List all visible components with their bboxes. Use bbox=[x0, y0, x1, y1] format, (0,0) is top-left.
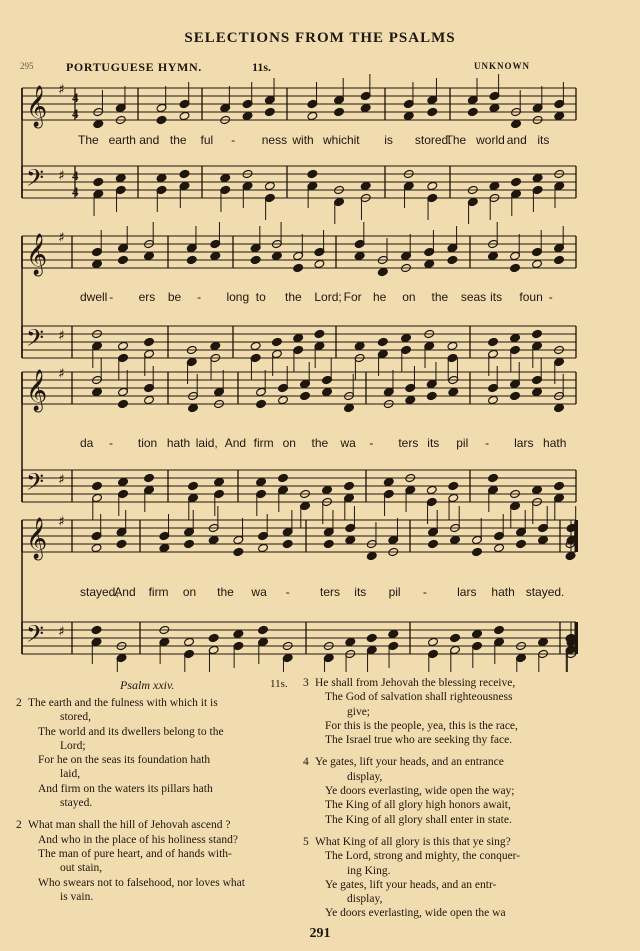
verse-text: is vain. bbox=[60, 890, 94, 903]
note-head bbox=[516, 539, 527, 548]
lyric-syllable: the bbox=[431, 290, 449, 304]
lyric-syllable: earth bbox=[108, 133, 136, 147]
note-head bbox=[208, 535, 219, 544]
lyric-syllable: pil bbox=[388, 585, 401, 599]
verse-gap bbox=[16, 904, 301, 912]
note-head bbox=[472, 629, 483, 638]
note-head bbox=[366, 633, 377, 642]
bass-clef: 𝄢 bbox=[26, 468, 45, 501]
verse-line bbox=[16, 890, 301, 904]
verse-line bbox=[16, 818, 301, 832]
key-signature: ♯ bbox=[58, 230, 65, 246]
lyric-syllable: on bbox=[182, 585, 197, 599]
lyric-syllable: be bbox=[167, 290, 182, 304]
lyric-syllable: the bbox=[285, 290, 302, 304]
verse-line bbox=[16, 861, 301, 875]
lyric-syllable: wa bbox=[251, 585, 267, 599]
note-head bbox=[264, 107, 275, 116]
verse-line bbox=[303, 770, 628, 784]
note-head bbox=[450, 535, 461, 544]
lyric-syllable: hath bbox=[543, 436, 567, 450]
verse-line bbox=[16, 847, 301, 861]
note-head bbox=[510, 263, 521, 272]
note-head bbox=[366, 551, 377, 560]
lyric-syllable: firm bbox=[253, 436, 274, 450]
note-head bbox=[293, 263, 304, 272]
verse-text: The Lord, strong and mighty, the conquer- bbox=[325, 850, 521, 863]
psalm-meter: 11s. bbox=[270, 678, 288, 690]
note-head bbox=[144, 251, 155, 260]
verse-text: display, bbox=[347, 770, 383, 783]
time-signature: 4 bbox=[72, 184, 79, 199]
verse-text: Ye gates, lift your heads, and an entrance bbox=[315, 756, 504, 769]
note-head bbox=[428, 539, 439, 548]
note-head bbox=[91, 543, 102, 552]
lyric-syllable: - bbox=[548, 290, 553, 304]
lyric-syllable: its bbox=[427, 436, 440, 450]
note-head bbox=[447, 255, 458, 264]
note-head bbox=[447, 341, 458, 350]
verse-line bbox=[303, 849, 628, 863]
lyric-syllable: - bbox=[422, 585, 427, 599]
note-head bbox=[144, 395, 155, 404]
note-head bbox=[256, 477, 267, 486]
verse-text: The man of pure heart, and of hands with- bbox=[38, 847, 232, 860]
note-head bbox=[377, 267, 388, 276]
note-head bbox=[92, 259, 103, 268]
note-head bbox=[156, 115, 167, 124]
verse-line bbox=[303, 906, 628, 920]
lyric-syllable: and bbox=[139, 133, 160, 147]
note-head bbox=[314, 259, 325, 268]
note-head bbox=[188, 481, 199, 490]
verse-text: For this is the people, yea, this is the race, bbox=[325, 719, 518, 732]
note-head bbox=[118, 341, 129, 350]
verse-line bbox=[303, 719, 628, 733]
verse-line bbox=[303, 676, 628, 690]
treble-clef: 𝄞 bbox=[26, 234, 48, 275]
lyric-syllable: on bbox=[282, 436, 296, 450]
verse-text: And firm on the waters its pillars hath bbox=[38, 782, 213, 795]
note-head bbox=[93, 119, 104, 128]
lyric-syllable: on bbox=[402, 290, 416, 304]
note-head bbox=[424, 259, 435, 268]
lyric-syllable: The bbox=[78, 133, 99, 147]
lyric-syllable: firm bbox=[148, 585, 169, 599]
bass-clef: 𝄢 bbox=[26, 164, 45, 197]
note-head bbox=[118, 399, 129, 408]
verse-line bbox=[303, 705, 628, 719]
note-head bbox=[208, 633, 219, 642]
lyric-syllable: pil bbox=[456, 436, 469, 450]
lyric-syllable: And bbox=[224, 436, 247, 450]
note-head bbox=[258, 543, 269, 552]
verse-line bbox=[16, 739, 301, 753]
note-head bbox=[448, 387, 459, 396]
lyric-syllable: its bbox=[490, 290, 503, 304]
key-signature: ♯ bbox=[58, 514, 65, 530]
verse-number: 4 bbox=[303, 756, 309, 769]
time-signature: 4 bbox=[72, 90, 79, 105]
note-head bbox=[91, 625, 102, 634]
lyric-syllable: da bbox=[80, 436, 94, 450]
note-head bbox=[92, 387, 103, 396]
verse-text: display, bbox=[347, 893, 383, 906]
lyric-syllable: For bbox=[343, 290, 362, 304]
note-head bbox=[250, 255, 261, 264]
lyric-syllable: tion bbox=[137, 436, 158, 450]
note-head bbox=[401, 333, 412, 342]
lyric-syllable: laid, bbox=[195, 436, 218, 450]
verse-line bbox=[16, 876, 301, 890]
lyric-syllable: ters bbox=[398, 436, 419, 450]
note-head bbox=[300, 391, 311, 400]
lyric-syllable: the bbox=[217, 585, 234, 599]
note-head bbox=[293, 333, 304, 342]
verse-number: 5 bbox=[303, 835, 309, 848]
note-head bbox=[220, 173, 231, 182]
lyric-syllable: - bbox=[197, 290, 202, 304]
verse-line bbox=[303, 733, 628, 747]
note-head bbox=[322, 485, 333, 494]
lyric-syllable: stayed. bbox=[525, 585, 565, 599]
verse-number: 2 bbox=[16, 819, 22, 832]
note-head bbox=[322, 387, 333, 396]
lyric-syllable: lars bbox=[514, 436, 534, 450]
note-head bbox=[472, 547, 483, 556]
note-head bbox=[354, 341, 365, 350]
verse-text: The earth and the fulness with which it is bbox=[28, 697, 218, 709]
verse-line bbox=[16, 753, 301, 767]
verse-line bbox=[16, 710, 301, 724]
hymn-title: PORTUGUESE HYMN. bbox=[66, 60, 202, 74]
lyric-syllable: wa bbox=[340, 436, 356, 450]
note-head bbox=[144, 337, 155, 346]
note-head bbox=[307, 111, 318, 120]
lyric-syllable: dwell bbox=[80, 290, 108, 304]
lyric-syllable: to bbox=[255, 290, 266, 304]
lyric-syllable: - bbox=[485, 436, 490, 450]
note-head bbox=[426, 485, 437, 494]
lyric-syllable: - bbox=[109, 290, 114, 304]
note-head bbox=[118, 477, 129, 486]
note-head bbox=[510, 333, 521, 342]
note-head bbox=[354, 251, 365, 260]
note-head bbox=[532, 329, 543, 338]
note-head bbox=[538, 637, 549, 646]
verse-text: Who swears not to falsehood, nor loves what bbox=[38, 876, 245, 889]
note-head bbox=[250, 341, 261, 350]
note-head bbox=[188, 403, 199, 412]
verse-line bbox=[303, 813, 628, 827]
key-signature: ♯ bbox=[58, 82, 65, 98]
lyric-syllable: - bbox=[285, 585, 290, 599]
bass-clef: 𝄢 bbox=[26, 620, 45, 653]
verse-line bbox=[303, 784, 628, 798]
verse-line bbox=[303, 878, 628, 892]
note-head bbox=[489, 103, 500, 112]
note-head bbox=[532, 259, 543, 268]
lyric-syllable: which bbox=[323, 133, 354, 147]
verse-line bbox=[16, 833, 301, 847]
note-head bbox=[565, 551, 576, 560]
note-head bbox=[489, 181, 500, 190]
verse-text: stayed. bbox=[60, 797, 93, 810]
note-head bbox=[184, 637, 195, 646]
note-head bbox=[532, 485, 543, 494]
note-head bbox=[554, 111, 565, 120]
verse-gap bbox=[303, 827, 628, 835]
note-head bbox=[159, 543, 170, 552]
lyric-syllable: Lord; bbox=[314, 290, 342, 304]
note-head bbox=[278, 473, 289, 482]
note-head bbox=[92, 481, 103, 490]
page-number: 291 bbox=[309, 926, 331, 941]
note-head bbox=[307, 169, 318, 178]
verse-text: And who in the place of his holiness stand? bbox=[38, 833, 238, 846]
verse-text: stored, bbox=[60, 711, 91, 724]
lyric-syllable: foun bbox=[519, 290, 543, 304]
verse-line bbox=[16, 725, 301, 739]
lyric-syllable: hath bbox=[491, 585, 515, 599]
verse-line bbox=[16, 696, 301, 710]
note-head bbox=[488, 395, 499, 404]
note-head bbox=[383, 477, 394, 486]
note-head bbox=[377, 337, 388, 346]
verse-gap bbox=[303, 747, 628, 755]
note-head bbox=[426, 391, 437, 400]
time-signature: 4 bbox=[72, 168, 79, 183]
note-head bbox=[118, 255, 129, 264]
verse-text: give; bbox=[347, 705, 370, 718]
verse-text: The King of all glory shall enter in state. bbox=[325, 813, 512, 826]
note-head bbox=[427, 107, 438, 116]
note-head bbox=[271, 337, 282, 346]
note-head bbox=[115, 173, 126, 182]
verse-text: Ye doors everlasting, wide open the way; bbox=[325, 785, 515, 798]
note-head bbox=[156, 173, 167, 182]
note-head bbox=[256, 399, 267, 408]
note-head bbox=[334, 107, 345, 116]
note-head bbox=[258, 625, 269, 634]
note-head bbox=[271, 251, 282, 260]
verse-line bbox=[16, 767, 301, 781]
note-head bbox=[345, 535, 356, 544]
key-signature: ♯ bbox=[58, 472, 65, 488]
note-head bbox=[210, 251, 221, 260]
key-signature: ♯ bbox=[58, 328, 65, 344]
hymn-meter: 11s. bbox=[252, 60, 272, 74]
key-signature: ♯ bbox=[58, 624, 65, 640]
note-head bbox=[532, 173, 543, 182]
verse-text: Lord; bbox=[60, 739, 86, 752]
note-head bbox=[511, 119, 522, 128]
verse-text: The God of salvation shall righteousness bbox=[325, 691, 513, 704]
verse-line bbox=[303, 864, 628, 878]
verse-line bbox=[303, 755, 628, 769]
verse-text: What King of all glory is this that ye sing? bbox=[315, 835, 511, 848]
note-head bbox=[510, 391, 521, 400]
lyric-syllable: long bbox=[226, 290, 250, 304]
lyric-syllable: it bbox=[353, 133, 360, 147]
note-head bbox=[179, 169, 190, 178]
treble-clef: 𝄞 bbox=[26, 370, 48, 411]
note-head bbox=[360, 181, 371, 190]
note-head bbox=[538, 535, 549, 544]
verse-number: 2 bbox=[16, 697, 22, 709]
note-head bbox=[450, 633, 461, 642]
lyric-syllable: - bbox=[369, 436, 374, 450]
note-head bbox=[427, 181, 438, 190]
note-head bbox=[488, 337, 499, 346]
note-head bbox=[554, 403, 565, 412]
lyric-syllable: stored. bbox=[414, 133, 452, 147]
verse-line bbox=[303, 892, 628, 906]
verse-text: For he on the seas its foundation hath bbox=[38, 754, 211, 767]
lyric-syllable: its bbox=[537, 133, 550, 147]
note-head bbox=[264, 181, 275, 190]
lyric-syllable: hath bbox=[166, 436, 191, 450]
note-head bbox=[314, 329, 325, 338]
margin-mark: 295 bbox=[20, 61, 34, 71]
verse-line bbox=[16, 782, 301, 796]
treble-clef: 𝄞 bbox=[26, 86, 48, 127]
lyric-syllable: ness bbox=[261, 133, 288, 147]
note-head bbox=[184, 539, 195, 548]
hymn-author: UNKNOWN bbox=[474, 61, 530, 71]
page-header: SELECTIONS FROM THE PSALMS bbox=[184, 30, 456, 46]
verse-line bbox=[16, 796, 301, 810]
verse-line bbox=[303, 835, 628, 849]
note-head bbox=[323, 539, 334, 548]
verse-line bbox=[303, 798, 628, 812]
treble-clef: 𝄞 bbox=[26, 518, 48, 559]
verse-line bbox=[303, 690, 628, 704]
verse-text: Ye doors everlasting, wide open the wa bbox=[325, 907, 506, 920]
verse-text: ing King. bbox=[347, 864, 391, 877]
lyric-syllable: - bbox=[231, 133, 236, 147]
lyric-syllable: world bbox=[476, 133, 505, 147]
verse-text: The King of all glory high honors await, bbox=[325, 799, 511, 812]
lyric-syllable: the bbox=[169, 133, 187, 147]
lyric-syllable: the bbox=[311, 436, 329, 450]
note-head bbox=[428, 637, 439, 646]
note-head bbox=[116, 539, 127, 548]
verses-left-column bbox=[16, 696, 301, 912]
lyric-syllable: and bbox=[506, 133, 527, 147]
note-head bbox=[405, 395, 416, 404]
note-head bbox=[210, 341, 221, 350]
lyric-syllable: stayed, bbox=[80, 585, 119, 599]
key-signature: ♯ bbox=[58, 366, 65, 382]
verses-right-column bbox=[303, 676, 628, 929]
note-head bbox=[488, 473, 499, 482]
note-head bbox=[233, 629, 244, 638]
lyric-syllable: seas bbox=[460, 290, 487, 304]
note-head bbox=[282, 539, 293, 548]
note-head bbox=[242, 111, 253, 120]
lyric-syllable: - bbox=[108, 436, 113, 450]
lyric-syllable: ters bbox=[320, 585, 341, 599]
lyric-syllable: he bbox=[372, 290, 387, 304]
verse-text: The Israel true who are seeking thy face. bbox=[325, 734, 513, 747]
note-head bbox=[554, 481, 565, 490]
note-head bbox=[488, 251, 499, 260]
note-head bbox=[186, 255, 197, 264]
note-head bbox=[344, 481, 355, 490]
lyric-syllable: The bbox=[445, 133, 467, 147]
verse-text: He shall from Jehovah the blessing receive, bbox=[315, 677, 516, 689]
note-head bbox=[278, 395, 289, 404]
note-head bbox=[360, 103, 371, 112]
note-head bbox=[554, 255, 565, 264]
note-head bbox=[511, 177, 522, 186]
lyric-syllable: its bbox=[354, 585, 367, 599]
bass-clef: 𝄢 bbox=[26, 324, 45, 357]
lyric-syllable: And bbox=[114, 585, 136, 599]
note-head bbox=[344, 403, 355, 412]
note-head bbox=[532, 387, 543, 396]
note-head bbox=[494, 625, 505, 634]
note-head bbox=[403, 111, 414, 120]
verse-text: out stain, bbox=[60, 862, 103, 875]
note-head bbox=[214, 477, 225, 486]
verse-text: What man shall the hill of Jehovah ascend ? bbox=[28, 819, 231, 832]
note-head bbox=[388, 629, 399, 638]
psalm-reference: Psalm xxiv. bbox=[120, 678, 175, 692]
lyric-syllable: is bbox=[384, 133, 393, 147]
lyric-syllable: ers bbox=[138, 290, 156, 304]
note-head bbox=[345, 637, 356, 646]
note-head bbox=[448, 481, 459, 490]
verse-gap bbox=[16, 810, 301, 818]
verse-text: Ye gates, lift your heads, and an entr- bbox=[325, 878, 497, 891]
note-head bbox=[494, 543, 505, 552]
lyric-syllable: with bbox=[292, 133, 314, 147]
verse-number: 3 bbox=[303, 677, 309, 689]
note-head bbox=[179, 111, 190, 120]
key-signature: ♯ bbox=[58, 168, 65, 184]
note-head bbox=[144, 473, 155, 482]
verse-text: laid, bbox=[60, 768, 81, 781]
note-head bbox=[467, 107, 478, 116]
time-signature: 4 bbox=[72, 106, 79, 121]
lyric-syllable: ful bbox=[200, 133, 214, 147]
lyric-syllable: lars bbox=[457, 585, 477, 599]
note-head bbox=[233, 547, 244, 556]
verse-text: The world and its dwellers belong to the bbox=[38, 725, 224, 738]
note-head bbox=[93, 177, 104, 186]
